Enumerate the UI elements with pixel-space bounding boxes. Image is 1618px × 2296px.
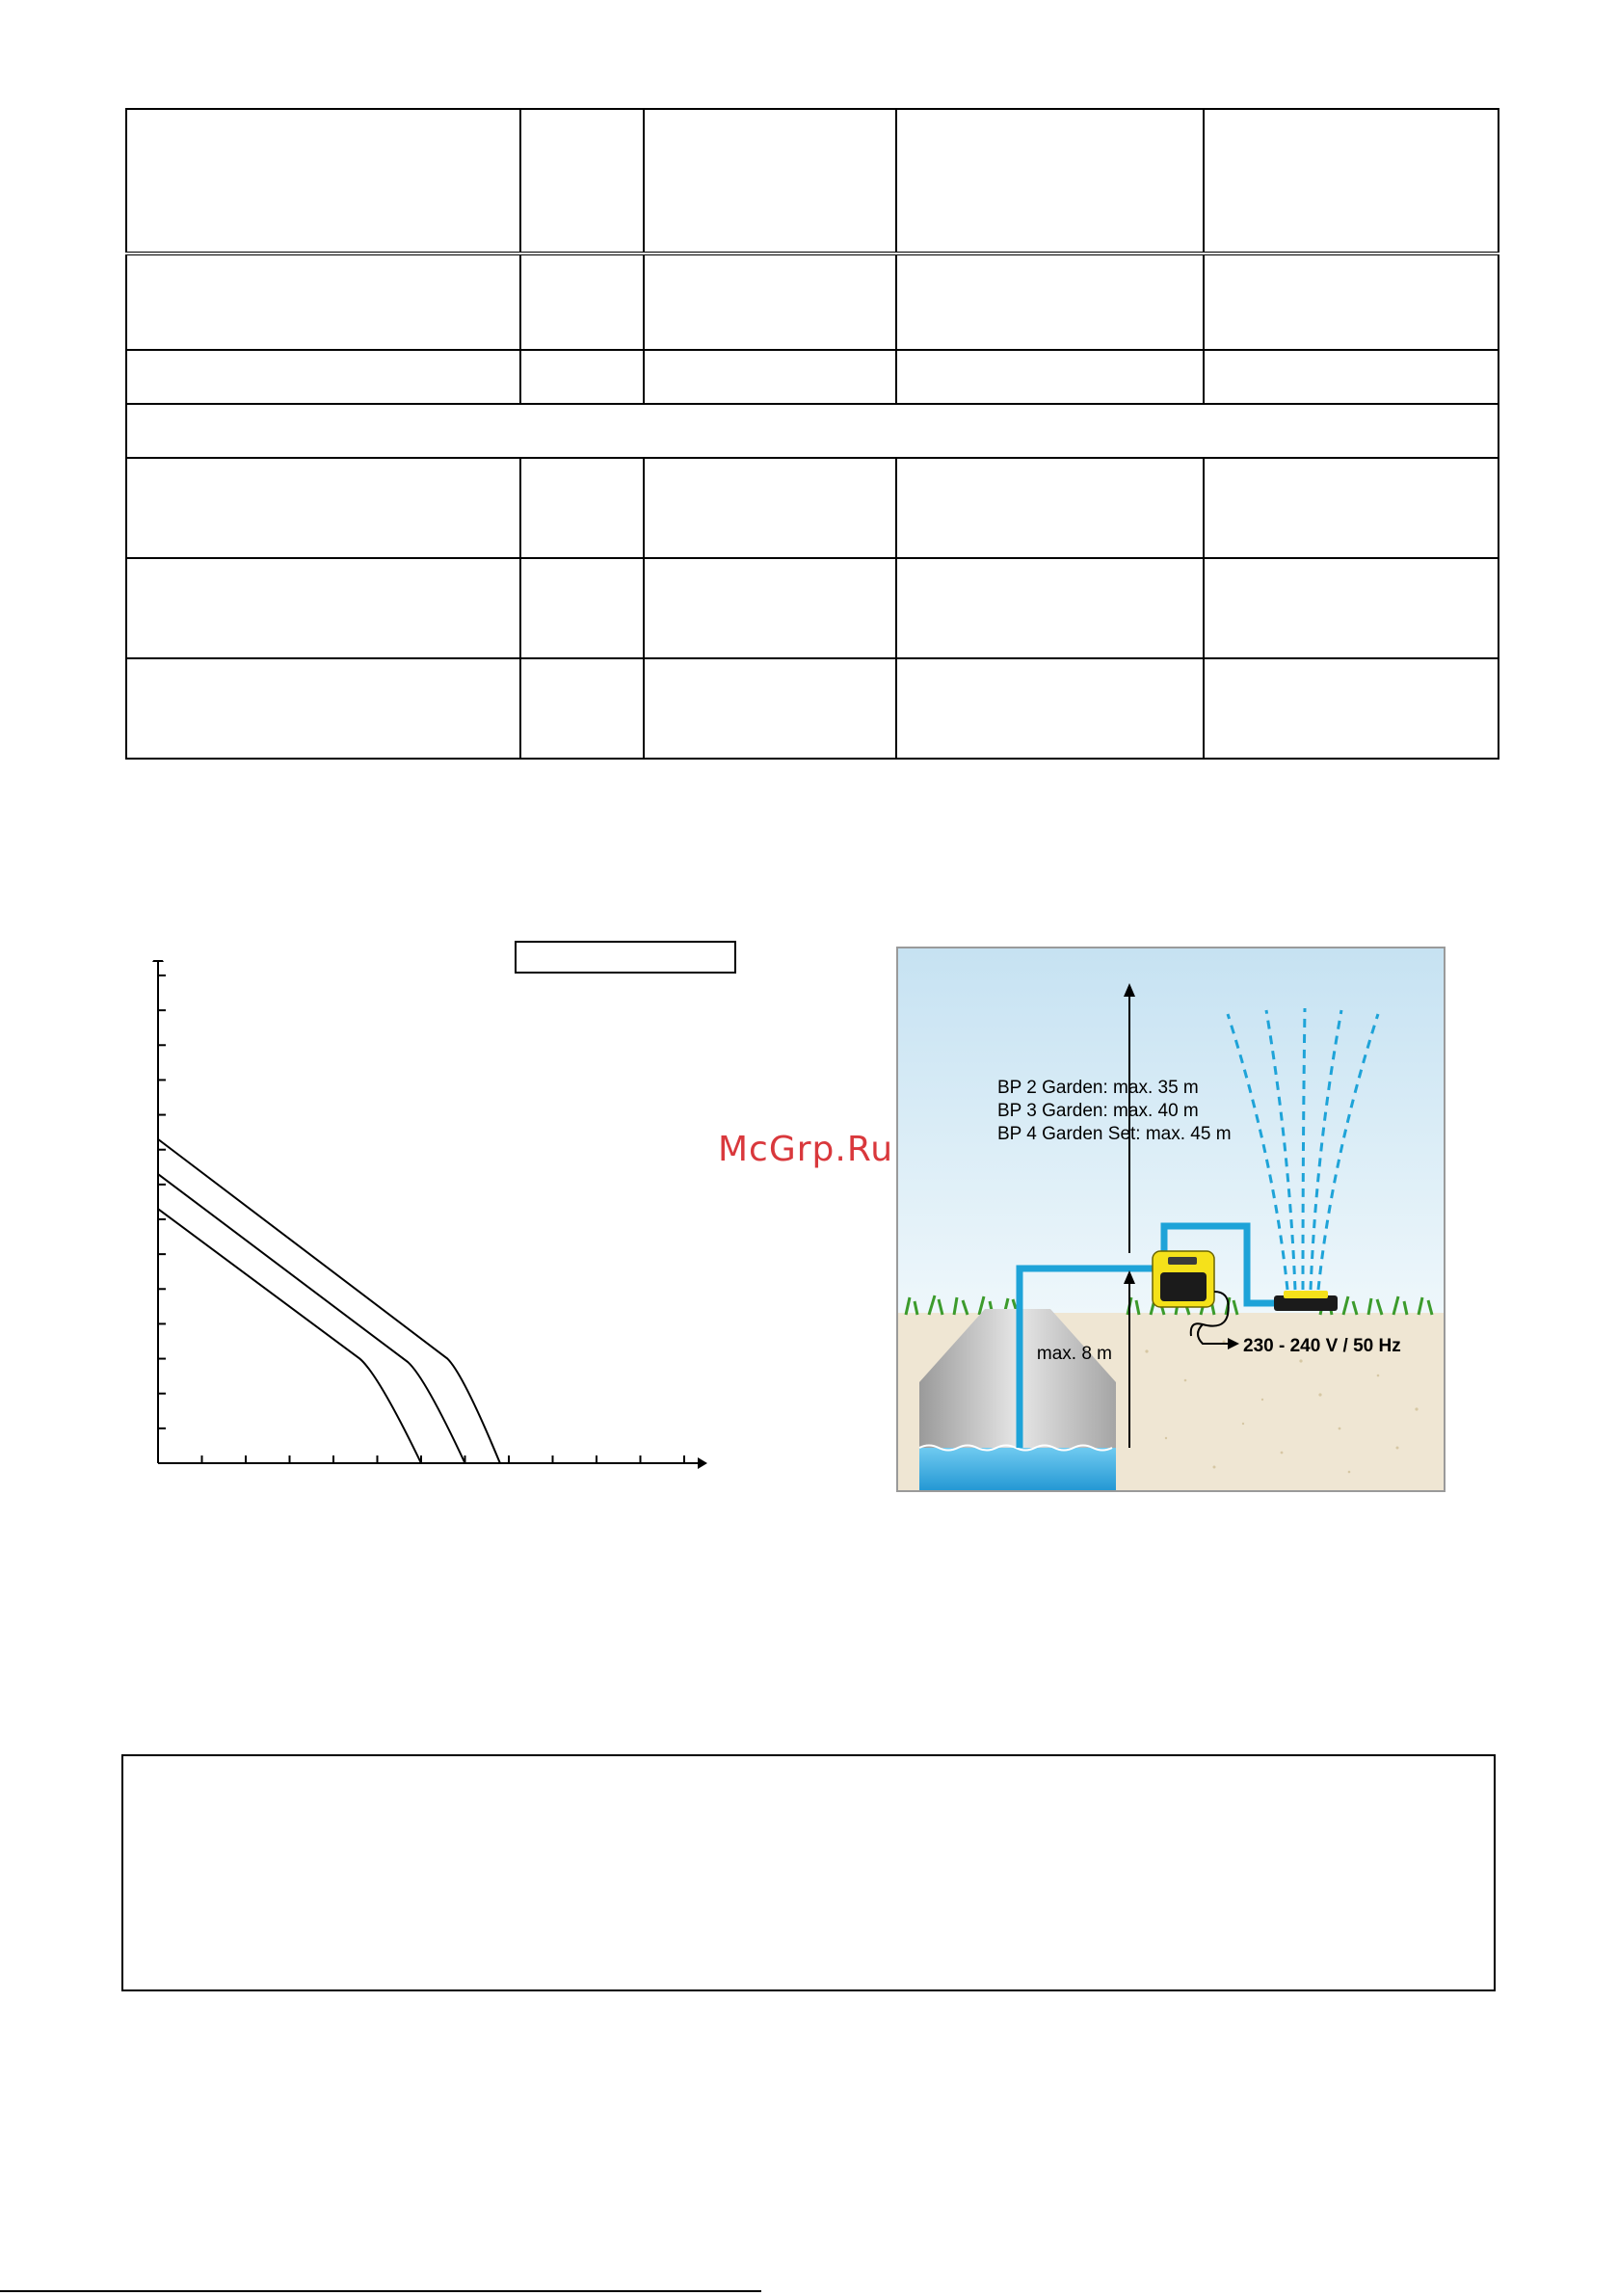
table-cell <box>896 254 1204 350</box>
table-row <box>126 658 1499 759</box>
series-line-2 <box>158 1174 465 1463</box>
table-cell <box>896 350 1204 404</box>
table-cell <box>644 350 896 404</box>
table-cell <box>1204 658 1499 759</box>
installation-illustration <box>896 947 1446 1492</box>
table-cell <box>126 404 1499 458</box>
table-cell <box>644 458 896 558</box>
table-cell <box>520 658 644 759</box>
series-line-3 <box>158 1209 421 1463</box>
table-header-cell <box>1204 109 1499 254</box>
table-header-cell <box>126 109 520 254</box>
footer-rule <box>0 2290 761 2292</box>
label-voltage: 230 - 240 V / 50 Hz <box>1243 1336 1401 1356</box>
table-header-cell <box>644 109 896 254</box>
table-cell <box>520 254 644 350</box>
table-row <box>126 350 1499 404</box>
table-header-row <box>126 109 1499 254</box>
label-bp3: BP 3 Garden: max. 40 m <box>997 1101 1199 1121</box>
label-bp4: BP 4 Garden Set: max. 45 m <box>997 1124 1232 1144</box>
table-row <box>126 404 1499 458</box>
well-water <box>919 1448 1116 1492</box>
table-cell <box>644 558 896 658</box>
note-box <box>121 1754 1496 1991</box>
table-cell <box>1204 254 1499 350</box>
table-cell <box>896 658 1204 759</box>
spec-table <box>125 108 1499 760</box>
table-cell <box>126 350 520 404</box>
table-cell <box>644 658 896 759</box>
table-cell <box>126 658 520 759</box>
table-cell <box>126 458 520 558</box>
watermark: McGrp.Ru <box>718 1130 894 1169</box>
table-cell <box>1204 558 1499 658</box>
table-row <box>126 254 1499 350</box>
performance-chart <box>135 960 713 1500</box>
table-cell <box>126 558 520 658</box>
table-row <box>126 558 1499 658</box>
y-axis-arrow <box>152 960 164 962</box>
x-axis-arrow <box>698 1457 707 1469</box>
table-cell <box>896 558 1204 658</box>
label-bp2: BP 2 Garden: max. 35 m <box>997 1078 1199 1098</box>
table-cell <box>520 350 644 404</box>
table-row <box>126 458 1499 558</box>
table-cell <box>520 458 644 558</box>
table-cell <box>520 558 644 658</box>
label-suction: max. 8 m <box>1036 1344 1112 1364</box>
series-line-1 <box>158 1139 500 1463</box>
table-cell <box>1204 458 1499 558</box>
table-cell <box>896 458 1204 558</box>
table-header-cell <box>896 109 1204 254</box>
table-cell <box>126 254 520 350</box>
table-cell <box>1204 350 1499 404</box>
table-header-cell <box>520 109 644 254</box>
table-cell <box>644 254 896 350</box>
